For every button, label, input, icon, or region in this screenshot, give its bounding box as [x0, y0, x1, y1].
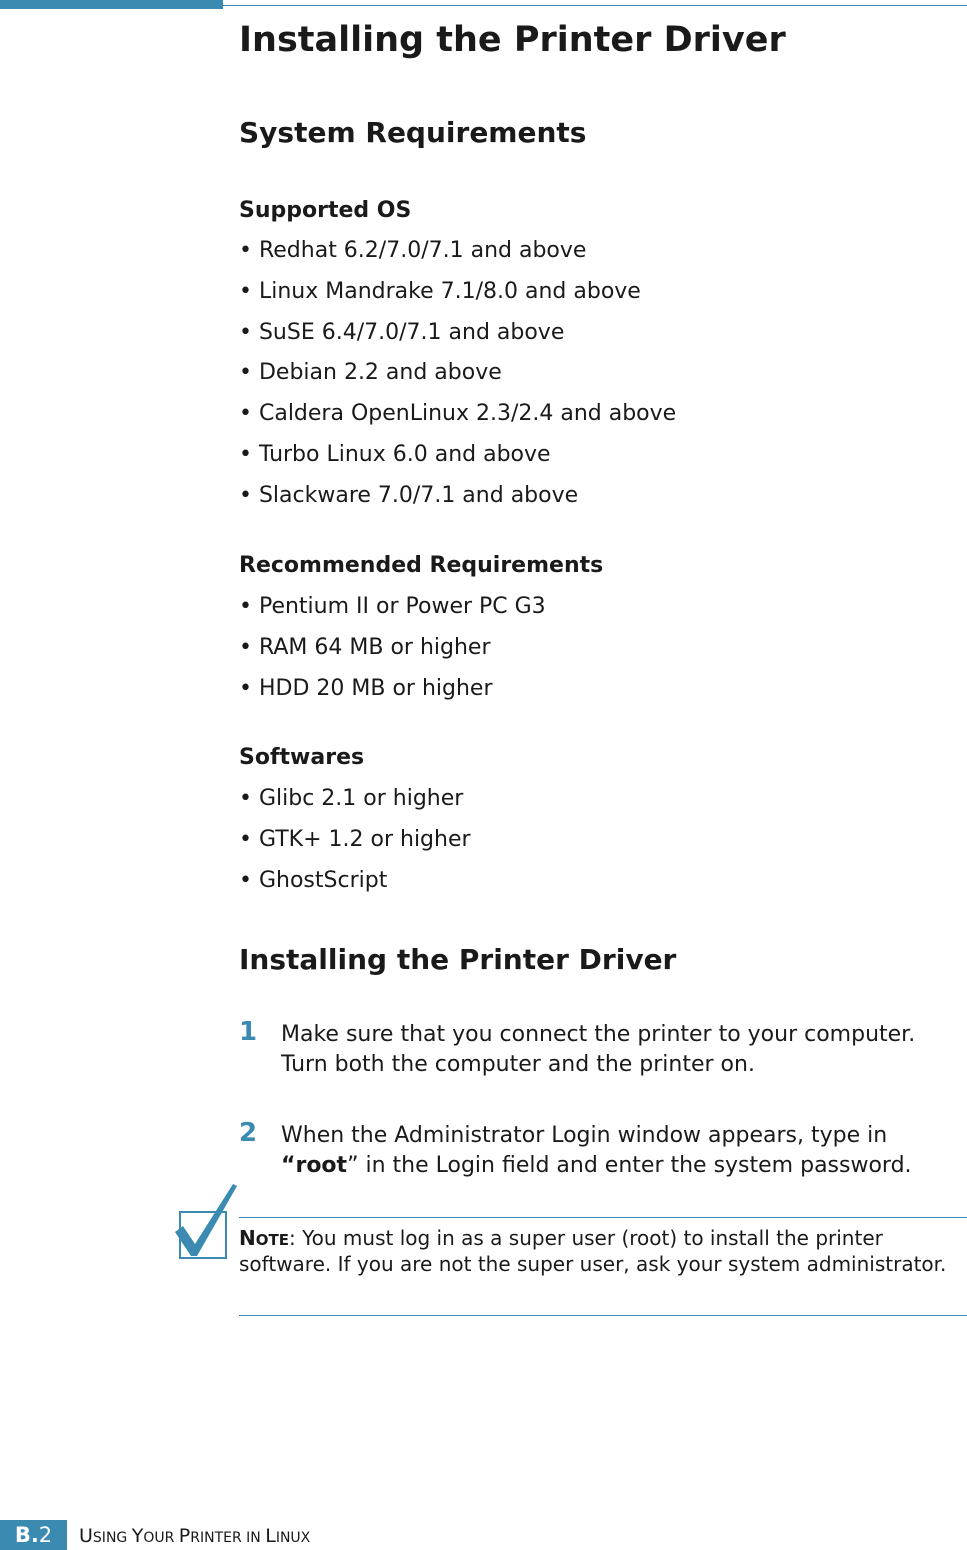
- step-text-part: ” in the Login field and enter the system password.: [347, 1153, 912, 1178]
- note-body: You must log in as a super user (root) to install the printer software. If you are not the super user, ask your system administrator.: [239, 1226, 947, 1276]
- list-item: • SuSE 6.4/7.0/7.1 and above: [239, 319, 565, 345]
- note-label-rest: OTE: [255, 1231, 289, 1249]
- running-title-part: IN: [246, 1530, 266, 1546]
- header-accent-bar: [0, 0, 223, 9]
- list-item: • Pentium II or Power PC G3: [239, 594, 546, 619]
- page-number: 2: [38, 1523, 53, 1547]
- running-title-part: INUX: [275, 1530, 311, 1546]
- note-label-cap: N: [239, 1226, 256, 1250]
- running-title-cap: P: [178, 1525, 191, 1547]
- supported-os-heading: Supported OS: [239, 198, 412, 223]
- section-letter: B.: [14, 1523, 39, 1547]
- step-quote-open: “: [281, 1153, 296, 1178]
- note-rule-bottom: [239, 1315, 967, 1316]
- note-rule-top: [239, 1217, 967, 1218]
- recommended-requirements-heading: Recommended Requirements: [239, 553, 604, 578]
- list-item: • Turbo Linux 6.0 and above: [239, 441, 551, 467]
- root-keyword: root: [295, 1153, 348, 1178]
- running-title-part: RINTER: [190, 1530, 247, 1546]
- list-item: • GTK+ 1.2 or higher: [239, 826, 471, 852]
- softwares-list: [239, 779, 471, 901]
- running-title-cap: L: [265, 1525, 276, 1547]
- step-text: [281, 1121, 961, 1181]
- step-number: 1: [239, 1017, 258, 1047]
- list-item: • RAM 64 MB or higher: [239, 634, 491, 660]
- header-rule: [223, 5, 967, 6]
- supported-os-list: [239, 231, 676, 517]
- list-item: • Slackware 7.0/7.1 and above: [239, 482, 579, 508]
- page-number-badge: [0, 1520, 67, 1550]
- running-title-cap: U: [79, 1525, 93, 1547]
- system-requirements-heading: System Requirements: [239, 116, 587, 149]
- running-title-cap: Y: [131, 1525, 144, 1547]
- step-number: 2: [239, 1118, 258, 1148]
- page-title: Installing the Printer Driver: [239, 20, 786, 60]
- note-text: [239, 1226, 965, 1276]
- list-item: • Caldera OpenLinux 2.3/2.4 and above: [239, 401, 677, 427]
- note-colon: :: [288, 1226, 296, 1250]
- list-item: • Debian 2.2 and above: [239, 360, 502, 386]
- checkmark-icon: [171, 1180, 239, 1260]
- note-box: [171, 1180, 967, 1320]
- list-item: • GhostScript: [239, 867, 388, 893]
- list-item: • HDD 20 MB or higher: [239, 675, 493, 701]
- list-item: • Glibc 2.1 or higher: [239, 786, 464, 811]
- installing-heading: Installing the Printer Driver: [239, 943, 677, 976]
- note-label: [239, 1226, 289, 1250]
- step-text: Make sure that you connect the printer to your computer. Turn both the computer and the printer on.: [281, 1022, 916, 1077]
- list-item: • Redhat 6.2/7.0/7.1 and above: [239, 238, 587, 263]
- running-title-part: SING: [92, 1530, 132, 1546]
- softwares-heading: Softwares: [239, 745, 365, 770]
- list-item: • Linux Mandrake 7.1/8.0 and above: [239, 278, 641, 304]
- running-title-part: OUR: [143, 1530, 179, 1546]
- step-text-part: When the Administrator Login window appears, type in: [281, 1123, 888, 1148]
- recommended-requirements-list: [239, 587, 546, 709]
- running-title: [79, 1521, 310, 1550]
